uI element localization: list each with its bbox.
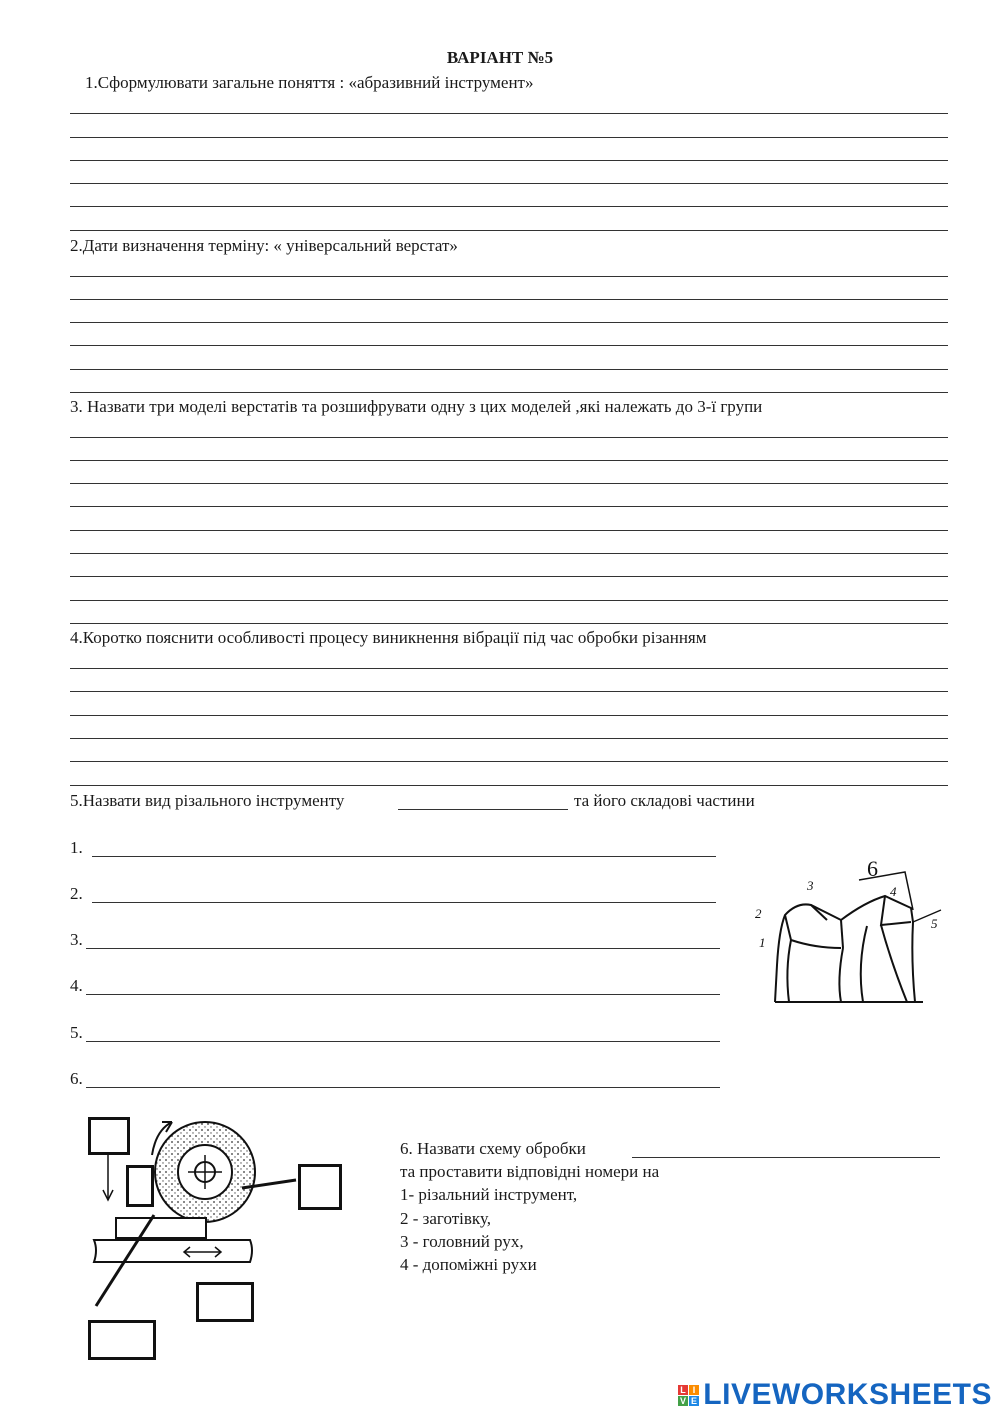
question-5-prefix: 5.Назвати вид різального інструменту [70,791,345,810]
q6-item-4: 4 - допоміжні рухи [400,1255,537,1274]
part-4-input[interactable] [86,994,720,995]
logo-squares-icon: L I V E [680,1384,698,1406]
part-5-number: 5. [70,1023,83,1042]
question-6-prefix: 6. Назвати схему обробки [400,1139,586,1158]
diagram-label-3: 3 [807,878,814,893]
question-1: 1.Сформулювати загальне поняття : «абразивний інструмент» [85,73,534,92]
label-box-2[interactable] [126,1165,154,1207]
diagram-label-1: 1 [759,935,766,950]
part-4-number: 4. [70,976,83,995]
diagram-label-5: 5 [931,916,938,931]
part-3-input[interactable] [86,948,720,949]
label-box-5[interactable] [88,1320,156,1360]
part-3-number: 3. [70,930,83,949]
milling-cutter-diagram [745,850,955,1020]
diagram-label-2: 2 [755,906,762,921]
brand-name: LIVEWORKSHEETS [703,1378,992,1411]
label-box-1[interactable] [88,1117,130,1155]
question-2: 2.Дати визначення терміну: « універсальний верстат» [70,236,458,255]
part-5-input[interactable] [86,1041,720,1042]
part-2-input[interactable] [92,902,716,903]
part-1-input[interactable] [92,856,716,857]
q6-item-1: 1- різальний інструмент, [400,1185,578,1204]
liveworksheets-logo [678,1378,992,1412]
q6-item-3: 3 - головний рух, [400,1232,524,1251]
diagram-label-6: 6 [867,856,878,881]
question-5-suffix: та його складові частини [574,791,755,810]
label-box-4[interactable] [196,1282,254,1322]
question-4: 4.Коротко пояснити особливості процесу виникнення вібрації під час обробки різанням [70,628,707,647]
part-6-number: 6. [70,1069,83,1088]
part-2-number: 2. [70,884,83,903]
part-6-input[interactable] [86,1087,720,1088]
page-title: ВАРІАНТ №5 [446,48,554,67]
tool-type-input[interactable] [398,809,568,810]
q6-item-2: 2 - заготівку, [400,1209,491,1228]
scheme-name-input[interactable] [632,1157,940,1158]
part-1-number: 1. [70,838,83,857]
question-3: 3. Назвати три моделі верстатів та розшифрувати одну з цих моделей ,які належать до 3-ї групи [70,397,763,416]
label-box-3[interactable] [298,1164,342,1210]
diagram-label-4: 4 [890,884,897,899]
question-6-line-2: та проставити відповідні номери на [400,1162,660,1181]
